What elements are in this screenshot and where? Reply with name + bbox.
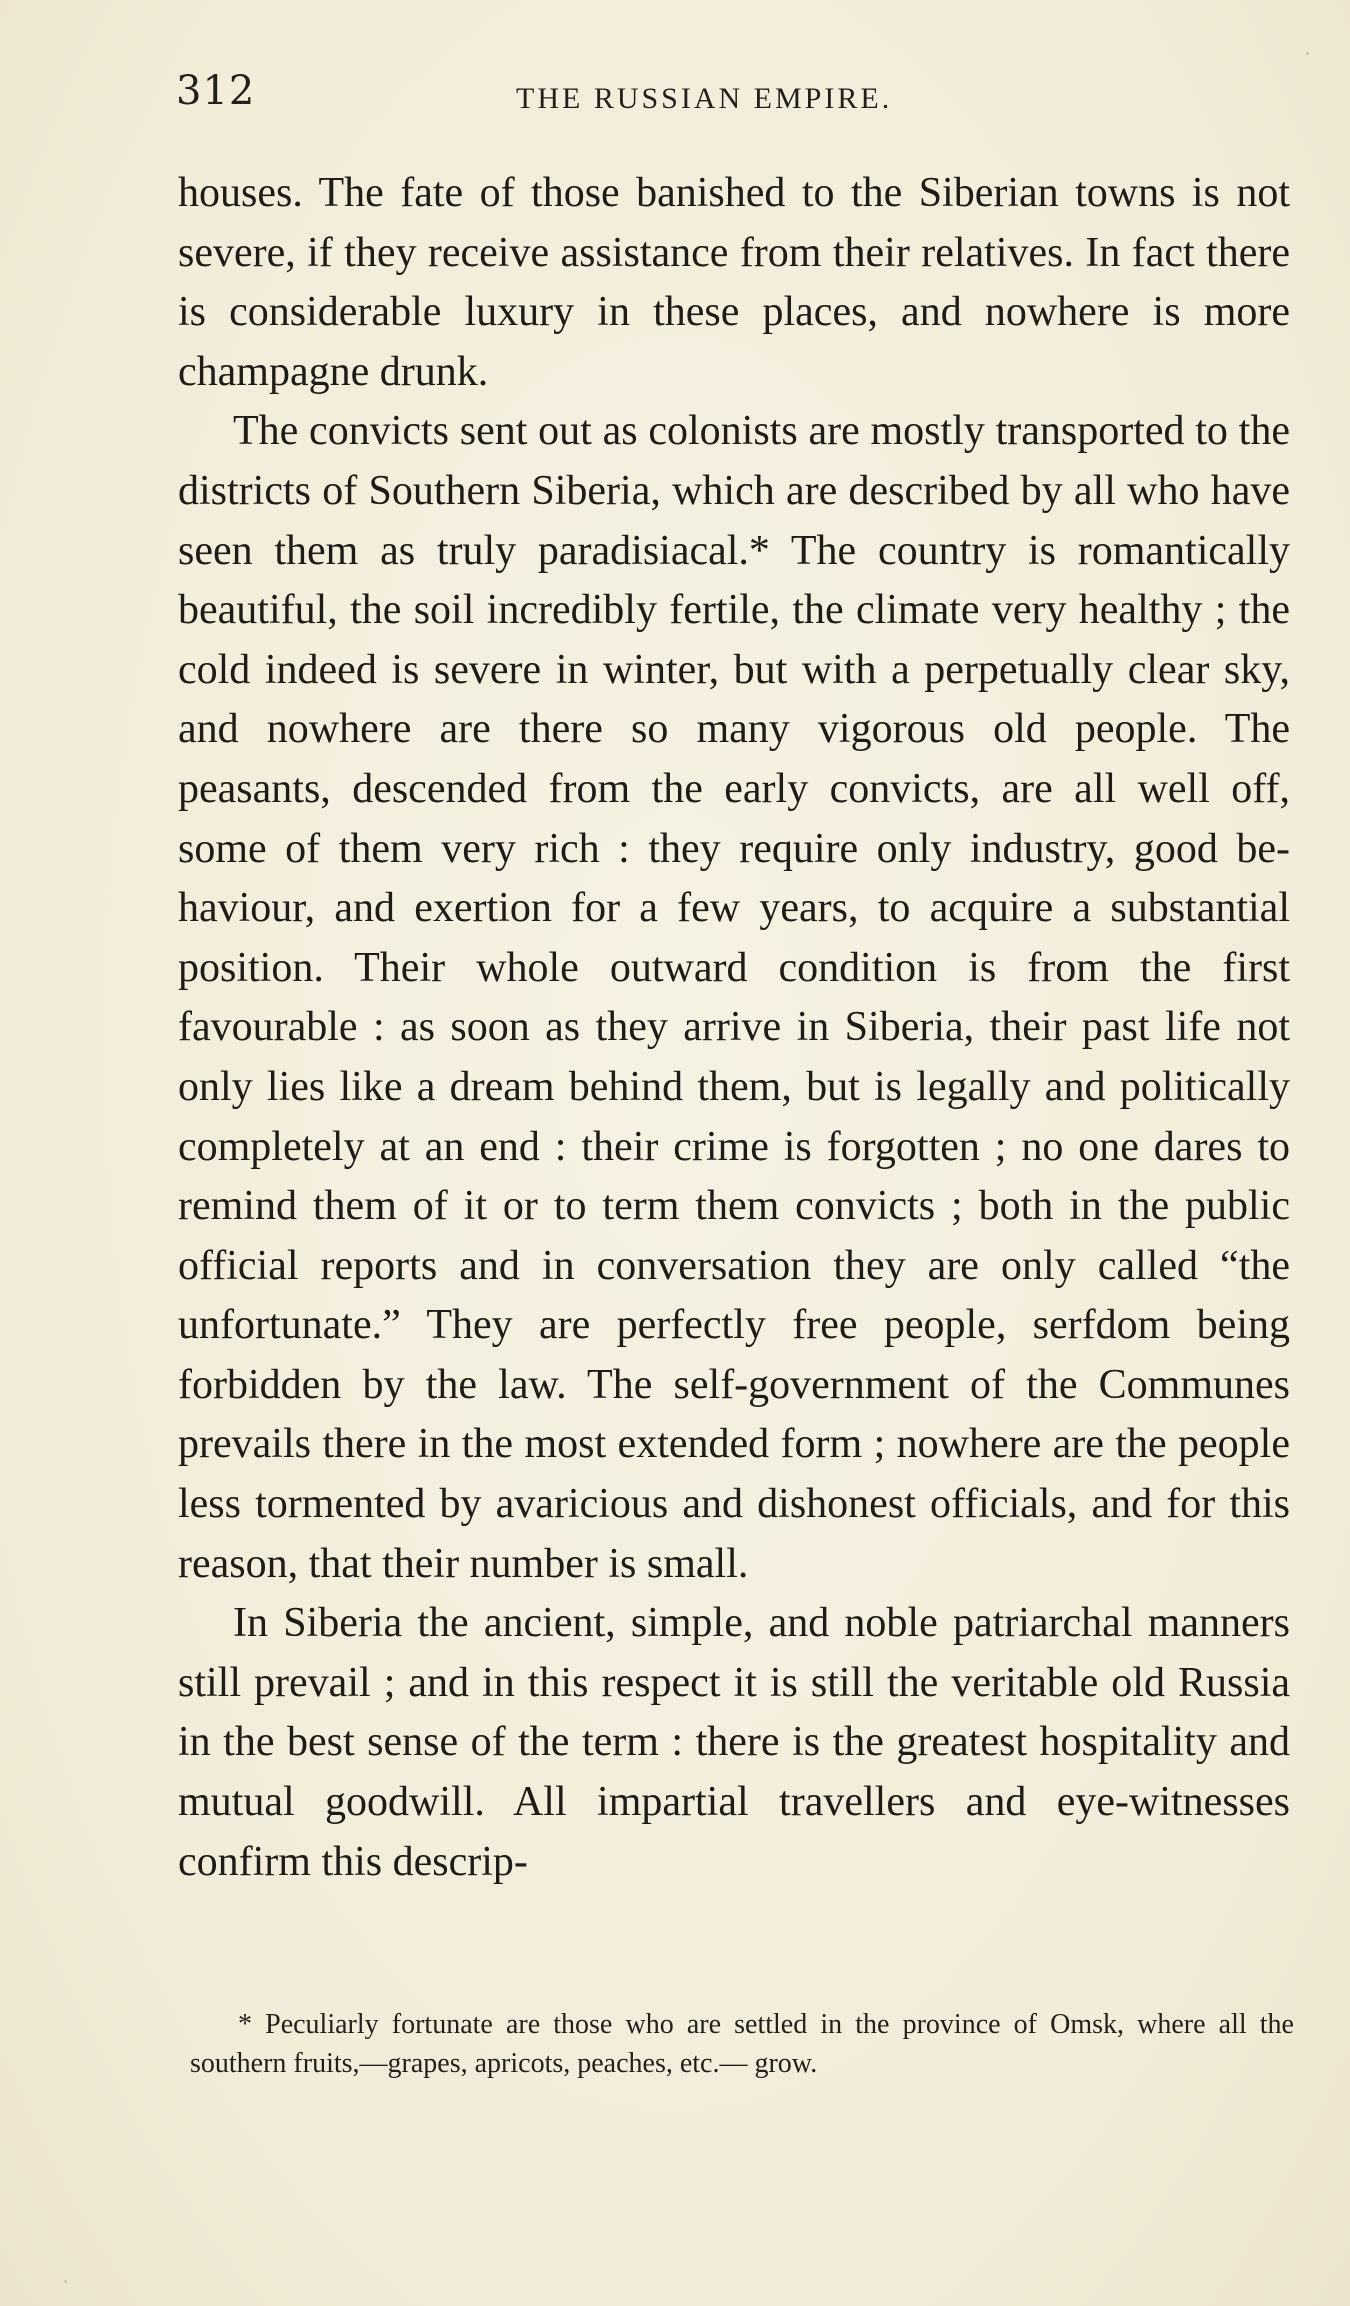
paragraph-1: houses. The fate of those banished to the Siberian towns is not severe, if they receive assistance from their relatives. In fact there is considerable luxury in these places, and nowhere is more champagne drunk. <box>178 170 1290 395</box>
paragraph-3: In Siberia the ancient, simple, and noble patriarchal manners still prevail ; and in this respect it is still the veritable old Russia in the best sense of the term : there is the greatest hospitality and mutual goodwill. All impartial travellers and eye-witnesses confirm this descrip- <box>178 1600 1290 1885</box>
body-text <box>178 164 1290 1892</box>
paper-speck <box>64 2280 67 2283</box>
paper-speck <box>1306 52 1309 55</box>
paragraph-2: The convicts sent out as colonists are mostly transported to the districts of Southern Siberia, which are described by all who have seen them as truly paradisiacal.* The country is romantically beautiful, the soil incredibly fertile, the climate very healthy ; the cold indeed is severe in winter, but with a perpetually clear sky, and nowhere are there so many vigorous old people. The peasants, descended from the early convicts, are all well off, some of them very rich : they require only industry, good behaviour, and exertion for a few years, to acquire a substantial position. Their whole outward condition is from the first favourable : as soon as they arrive in Siberia, their past life not only lies like a dream behind them, but is legally and politically completely at an end : their crime is forgotten ; no one dares to remind them of it or to term them convicts ; both in the public official reports and in conversation they are only called “the unfortunate.” They are perfectly free people, serfdom being forbidden by the law. The self-government of the Communes prevails there in the most extended form ; nowhere are the people less tormented by avaricious and dishonest officials, and for this reason, that their number is small. <box>178 408 1290 1587</box>
running-head <box>176 68 1296 124</box>
footnote-text: * Peculiarly fortunate are those who are settled in the province of Omsk, where all the southern fruits,—grapes, apricots, peaches, etc.— grow. <box>190 2009 1294 2079</box>
running-title: THE RUSSIAN EMPIRE. <box>516 82 893 115</box>
page-number: 312 <box>176 68 256 114</box>
footnote <box>190 2005 1294 2083</box>
